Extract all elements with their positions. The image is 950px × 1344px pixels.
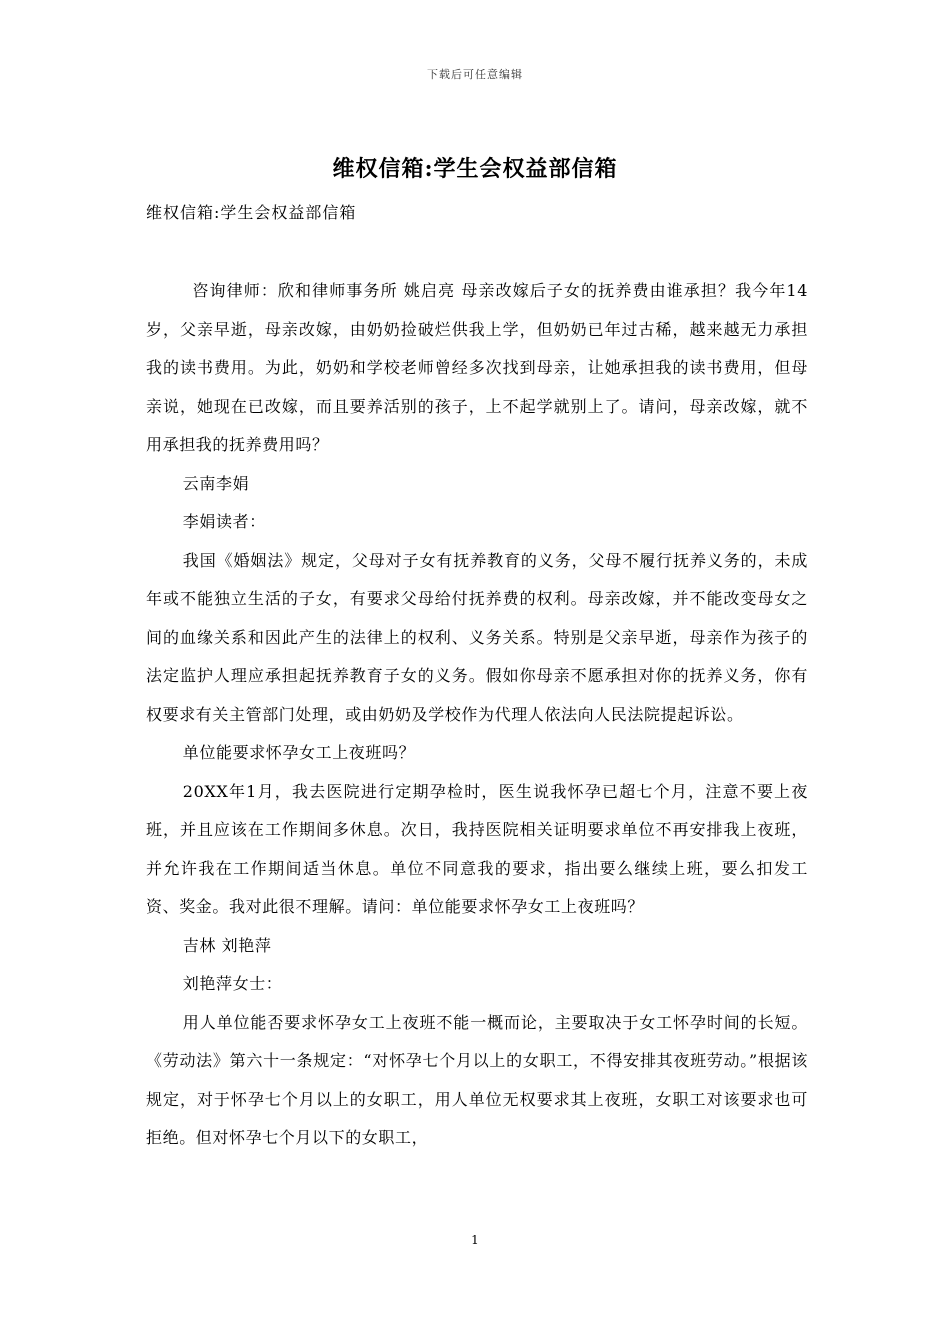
header-note: 下载后可任意编辑 [427,68,523,81]
page-number: 1 [471,1233,479,1247]
paragraph-question-1: 咨询律师：欣和律师事务所 姚启亮 母亲改嫁后子女的抚养费由谁承担？我今年14岁，父亲早逝，母亲改嫁，由奶奶捡破烂供我上学，但奶奶已年过古稀，越来越无力承担我的读书费用。为此，奶奶和学校老师曾经多次找到母亲，让她承担我的读书费用，但母亲说，她现在已改嫁，而且要养活别的孩子，上不起学就别上了。请问，母亲改嫁，就不用承担我的抚养费用吗？ [146,281,808,454]
paragraph-answer-1: 我国《婚姻法》规定，父母对子女有抚养教育的义务，父母不履行抚养义务的，未成年或不能独立生活的子女，有要求父母给付抚养费的权利。母亲改嫁，并不能改变母女之间的血缘关系和因此产生的法律上的权利、义务关系。特别是父亲早逝，母亲作为孩子的法定监护人理应承担起抚养教育子女的义务。假如你母亲不愿承担对你的抚养义务，你有权要求有关主管部门处理，或由奶奶及学校作为代理人依法向人民法院提起诉讼。 [146,550,808,724]
paragraph-salutation-1: 李娟读者： [182,512,266,531]
paragraph-signature-1: 云南李娟 [182,473,250,493]
paragraph-salutation-2: 刘艳萍女士： [182,974,283,993]
paragraph-signature-2: 吉林 刘艳萍 [182,935,272,955]
paragraph-answer-2: 用人单位能否要求怀孕女工上夜班不能一概而论，主要取决于女工怀孕时间的长短。《劳动法》第六十一条规定：“对怀孕七个月以上的女职工，不得安排其夜班劳动。”根据该规定，对于怀孕七个月以上的女职工，用人单位无权要求其上夜班，女职工对该要求也可拒绝。但对怀孕七个月以下的女职工， [146,1012,808,1147]
paragraph-question-2: 20XX年1月，我去医院进行定期孕检时，医生说我怀孕已超七个月，注意不要上夜班，并且应该在工作期间多休息。次日，我持医院相关证明要求单位不再安排我上夜班，并允许我在工作期间适当休息。单位不同意我的要求，指出要么继续上班，要么扣发工资、奖金。我对此很不理解。请问：单位能要求怀孕女工上夜班吗？ [146,781,808,916]
document-body [146,272,808,1158]
document-subtitle: 维权信箱:学生会权益部信箱 [146,203,357,222]
paragraph-heading-2: 单位能要求怀孕女工上夜班吗？ [182,743,416,762]
document-title: 维权信箱:学生会权益部信箱 [332,156,618,182]
